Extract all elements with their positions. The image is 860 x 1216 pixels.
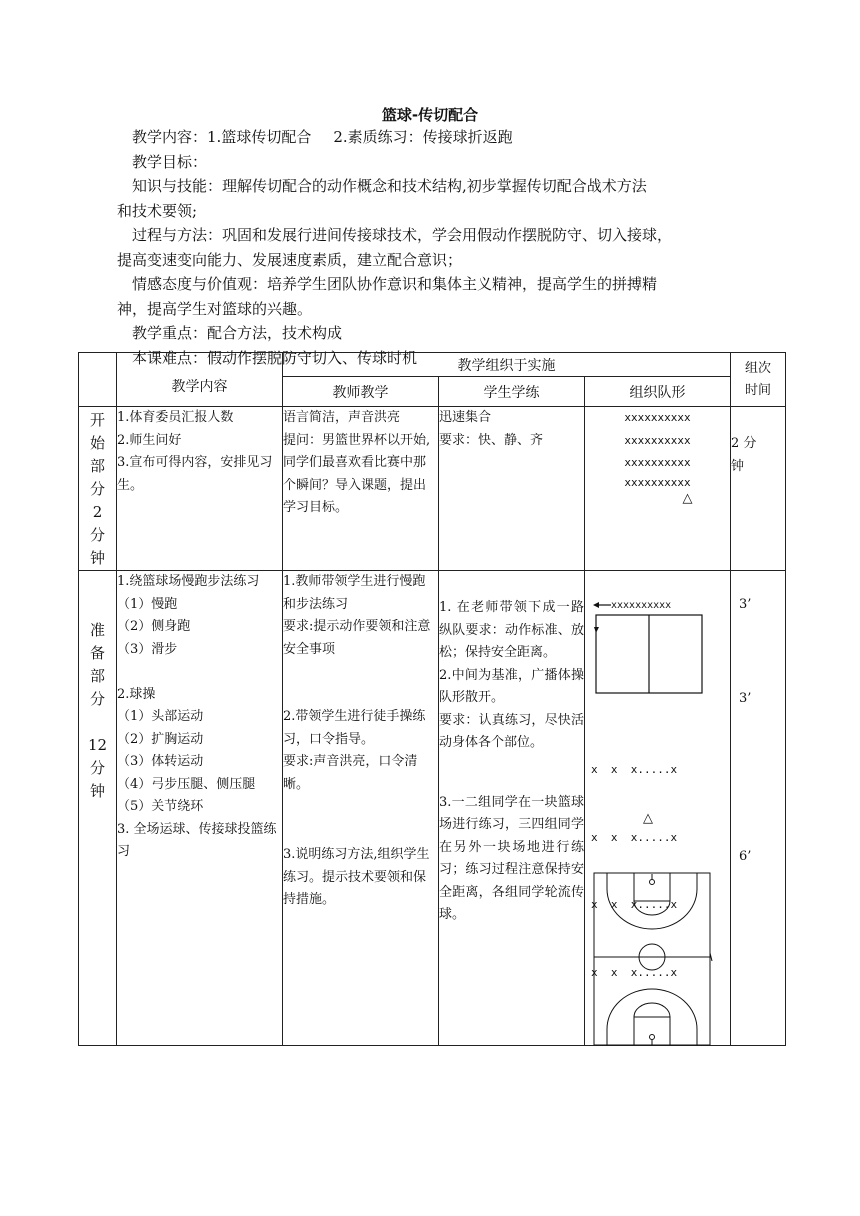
- start-section-label: 开 始 部 分 2 分 钟: [79, 407, 117, 571]
- header-organization: 教学组织于实施: [283, 353, 731, 377]
- corner-cell: [79, 353, 117, 407]
- goals-label: 教学目标：: [132, 152, 208, 171]
- formation-row: x x x.....x: [591, 830, 678, 844]
- header-student: 学生学练: [439, 377, 585, 407]
- goal-process-line-1: 过程与方法：巩固和发展行进间传接球技术，学会用假动作摆脱防守、切入接球，: [132, 226, 673, 244]
- formation-row: x x x.....x: [591, 965, 678, 979]
- running-line: xxxxxxxxxx: [611, 600, 672, 611]
- prep-teacher-3: 3.说明练习方法,组织学生练习。提示技术要领和保持措施。: [283, 847, 430, 907]
- prep-time-1: 3’: [739, 597, 752, 612]
- goal-process-line-2: 提高变速变向能力、发展速度素质，建立配合意识；: [117, 250, 463, 269]
- goal-knowledge-line-2: 和技术要领;: [117, 201, 198, 220]
- header-content: 教学内容: [117, 353, 283, 407]
- header-time: 组次 时间: [731, 353, 786, 407]
- prep-teacher-2: 2.带领学生进行徒手操练习，口令指导。 要求:声音洪亮，口令清晰。: [283, 709, 426, 792]
- start-student: 迅速集合 要求：快、静、齐: [439, 407, 585, 571]
- goal-emotion-line-1: 情感态度与价值观：培养学生团队协作意识和集体主义精神，提高学生的拼搏精: [132, 275, 658, 293]
- prep-teacher-1: 1.教师带领学生进行慢跑和步法练习 要求:提示动作要领和注意安全事项: [283, 574, 431, 657]
- teacher-triangle-icon: △: [682, 490, 693, 506]
- key-point-line: 教学重点：配合方法，技术构成: [132, 324, 343, 342]
- difficulty-line: 本课难点：假动作摆脱防守切入、传球时机: [132, 348, 418, 367]
- prep-student-3: 3.一二组同学在一块篮球场进行练习，三四组同学在另外一块场地进行练习；练习过程注意保持安全距离，各组同学轮流传球。: [439, 794, 584, 922]
- lesson-header: [117, 125, 742, 370]
- header-teacher: 教师教学: [283, 377, 439, 407]
- goal-knowledge-line-1: 知识与技能：理解传切配合的动作概念和技术结构,初步掌握传切配合战术方法: [132, 177, 647, 195]
- prep-teacher: [283, 571, 439, 1046]
- spread-formation: [591, 714, 677, 1029]
- prep-student-1: 1. 在老师带领下成一路纵队要求：动作标准、放松；保持安全距离。: [439, 600, 584, 660]
- lesson-plan-table: [78, 352, 786, 1046]
- prep-section-row: [79, 571, 786, 1046]
- formation-row: xxxxxxxxxx: [624, 411, 691, 424]
- prep-student: [439, 571, 585, 1046]
- start-teacher: 语言简洁，声音洪亮 提问：男篮世界杯以开始,同学们最喜欢看比赛中那个瞬间？导入课题，提出学习目标。: [283, 407, 439, 571]
- content-label: 教学内容：: [132, 128, 208, 146]
- formation-row: xxxxxxxxxx: [624, 475, 691, 489]
- start-content: 1.体育委员汇报人数 2.师生问好 3.宣布可得内容，安排见习生。: [117, 407, 283, 571]
- prep-student-2: 2.中间为基准，广播体操队形散开。 要求：认真练习，尽快活动身体各个部位。: [439, 667, 584, 750]
- formation-row: x x x.....x: [591, 898, 678, 911]
- prep-time-2: 3’: [739, 691, 752, 706]
- prep-time-3: 6’: [739, 849, 752, 864]
- start-formation: [585, 407, 731, 571]
- start-section-row: [79, 407, 786, 571]
- prep-section-label: 准 备 部 分 12 分 钟: [79, 571, 117, 1046]
- page-title: 篮球-传切配合: [381, 106, 479, 124]
- start-time: 2 分 钟: [731, 407, 786, 571]
- formation-row: xxxxxxxxxx: [624, 433, 691, 447]
- teacher-triangle-icon: △: [643, 811, 653, 826]
- prep-content: 1.绕篮球场慢跑步法练习 （1）慢跑 （2）侧身跑 （3）滑步 2.球操 （1）头部运动 （2）扩胸运动 （3）体转运动 （4）弓步压腿、侧压腿 （5）关节绕环 3. 全场运球、传接球投篮练习: [117, 571, 283, 1046]
- content-item-2: 2.素质练习：传接球折返跑: [333, 128, 513, 146]
- running-route-diagram: [593, 602, 702, 693]
- formation-row: xxxxxxxxxx: [624, 456, 691, 469]
- prep-formation: [585, 571, 731, 1046]
- teaching-content-line: [132, 125, 742, 150]
- goal-emotion-line-2: 神，提高学生对篮球的兴趣。: [117, 299, 313, 318]
- prep-time: [731, 571, 786, 1046]
- header-formation: 组织队形: [585, 377, 731, 407]
- content-item-1: 1.篮球传切配合: [207, 128, 312, 146]
- formation-row: x x x.....x: [591, 763, 678, 776]
